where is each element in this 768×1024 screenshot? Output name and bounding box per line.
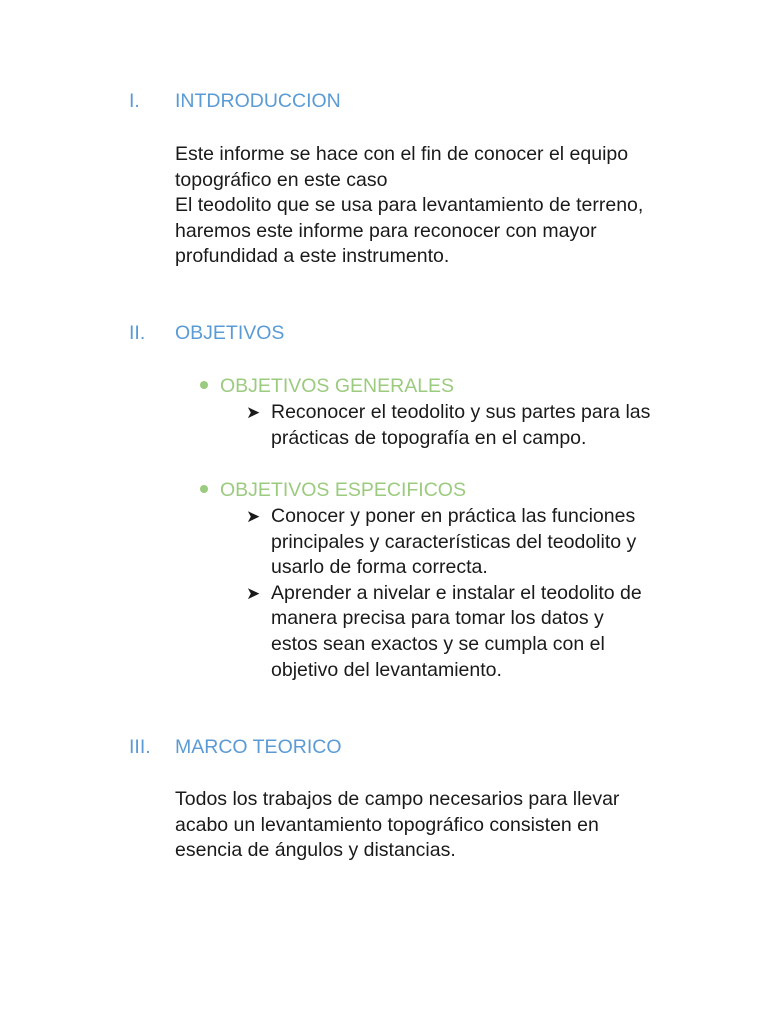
paragraph-line: acabo un levantamiento topográfico consisten en [175, 813, 599, 836]
list-item-line: estos sean exactos y se cumpla con el [271, 632, 605, 655]
section-number: II. [129, 322, 146, 344]
objetivos-especificos-list [246, 504, 686, 683]
list-item-line: prácticas de topografía en el campo. [271, 426, 587, 449]
filled-dot-icon [200, 485, 208, 493]
section-heading-objetivos [129, 322, 284, 345]
subheading-title: OBJETIVOS ESPECIFICOS [220, 479, 466, 501]
section-title: INTDRODUCCION [175, 90, 341, 112]
list-item-line: Aprender a nivelar e instalar el teodolito de [271, 581, 642, 604]
section-heading-marco-teorico [129, 736, 341, 759]
list-item-line: manera precisa para tomar los datos y [271, 607, 604, 630]
list-item-line: Reconocer el teodolito y sus partes para las [271, 401, 651, 423]
arrow-right-icon: ➤ [246, 403, 261, 422]
list-item [246, 581, 686, 683]
section-heading-introduccion [129, 90, 341, 113]
list-item-line: usarlo de forma correcta. [271, 556, 488, 579]
filled-dot-icon [200, 381, 208, 389]
arrow-right-icon: ➤ [246, 507, 261, 526]
paragraph-line: esencia de ángulos y distancias. [175, 839, 456, 862]
paragraph-line: Este informe se hace con el fin de conocer el equipo [175, 143, 629, 165]
subheading-title: OBJETIVOS GENERALES [220, 375, 455, 397]
objetivos-generales-list [246, 400, 686, 451]
list-item-line: objetivo del levantamiento. [271, 658, 502, 681]
paragraph-line: El teodolito que se usa para levantamiento de terreno, [175, 194, 644, 217]
section-number: III. [129, 736, 151, 758]
list-item-line: Conocer y poner en práctica las funciones [271, 505, 636, 527]
section-title: MARCO TEORICO [175, 736, 342, 758]
section-number: I. [129, 90, 140, 112]
arrow-right-icon: ➤ [246, 583, 261, 603]
list-item [246, 400, 686, 451]
paragraph-line: haremos este informe para reconocer con mayor [175, 219, 597, 242]
marco-teorico-paragraph [175, 787, 695, 864]
paragraph-line: profundidad a este instrumento. [175, 245, 450, 268]
subheading-objetivos-especificos [200, 479, 466, 502]
list-item [246, 504, 686, 581]
section-title: OBJETIVOS [175, 322, 285, 344]
paragraph-line: topográfico en este caso [175, 168, 388, 191]
subheading-objetivos-generales [200, 375, 454, 398]
paragraph-line: Todos los trabajos de campo necesarios para llevar [175, 788, 620, 810]
list-item-line: principales y características del teodolito y [271, 530, 637, 553]
introduccion-paragraph [175, 142, 695, 270]
